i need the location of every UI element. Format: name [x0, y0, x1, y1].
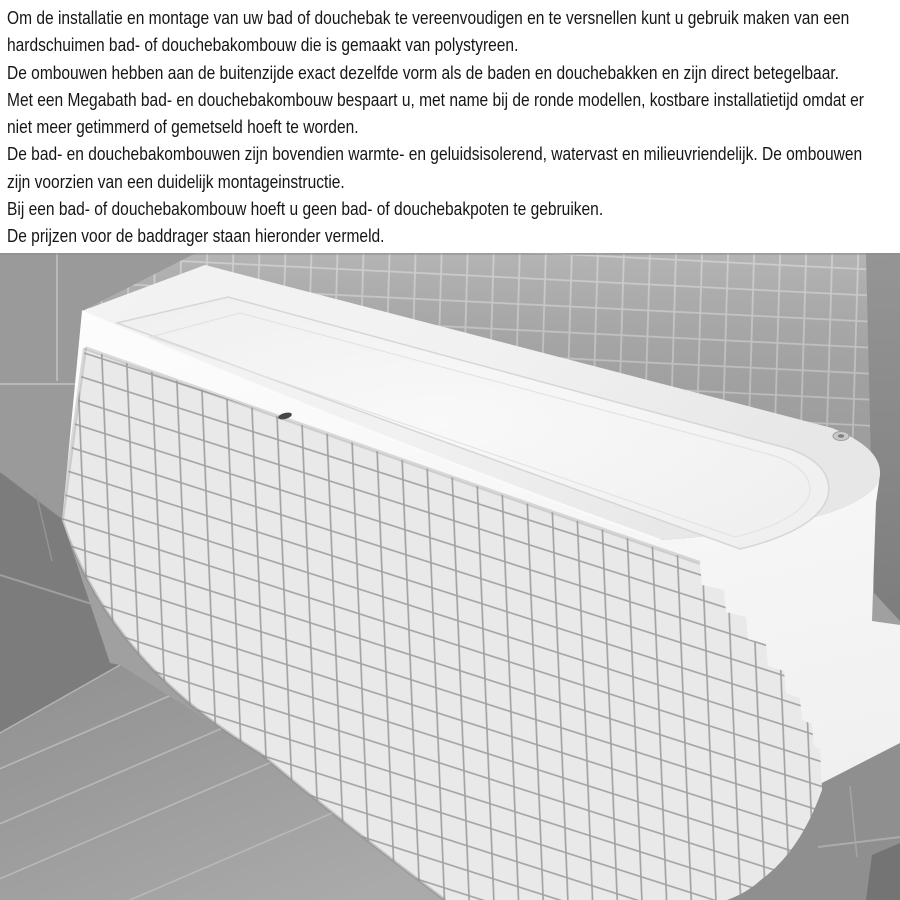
description-line: De prijzen voor de baddrager staan hieronder vermeld. — [7, 225, 385, 247]
photo-top-edge — [0, 253, 900, 255]
description-line: De ombouwen hebben aan de buitenzijde exact dezelfde vorm als de baden en douchebakken en zijn direct betegelbaar. — [7, 61, 839, 83]
description-line: Bij een bad- of douchebakombouw hoeft u geen bad- of douchebakpoten te gebruiken. — [7, 198, 604, 220]
description-line: De bad- en douchebakombouwen zijn bovendien warmte- en geluidsisolerend, watervast en milieuvriendelijk. De ombouwen — [7, 143, 863, 165]
description-line: niet meer getimmerd of gemetseld hoeft te worden. — [7, 116, 359, 138]
description-line: hardschuimen bad- of douchebakombouw die is gemaakt van polystyreen. — [7, 34, 519, 56]
description-line: Met een Megabath bad- en douchebakombouw bespaart u, met name bij de ronde modellen, kostbare installatietijd omdat er — [7, 88, 864, 110]
product-photo — [0, 253, 900, 900]
description-line: Om de installatie en montage van uw bad of douchebak te vereenvoudigen en te versnellen kunt u gebruik maken van een — [7, 7, 850, 28]
overflow-hole — [833, 432, 849, 441]
product-description — [0, 0, 900, 253]
description-line: zijn voorzien van een duidelijk montageinstructie. — [7, 170, 345, 192]
